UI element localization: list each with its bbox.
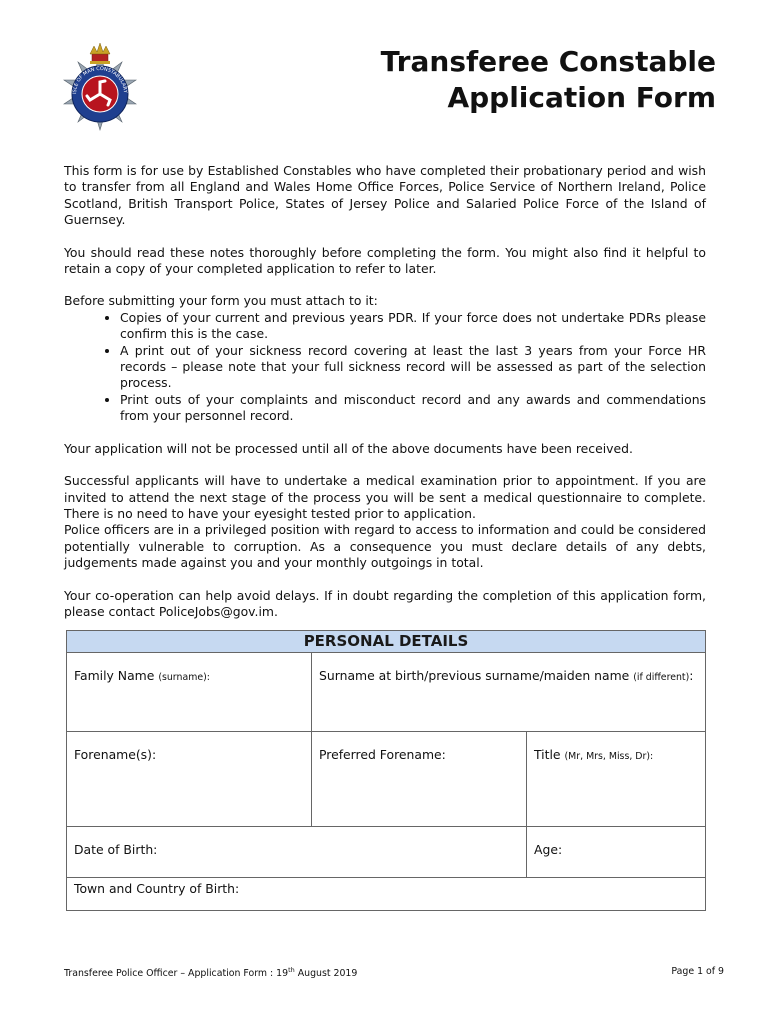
preferred-forename-label: Preferred Forename: bbox=[319, 747, 446, 762]
title-line-2: Application Form bbox=[447, 81, 716, 114]
table-row bbox=[67, 878, 705, 910]
family-name-hint: (surname): bbox=[158, 672, 210, 683]
footer-date: August 2019 bbox=[294, 968, 358, 980]
family-name-field[interactable] bbox=[67, 653, 312, 731]
town-country-birth-field[interactable] bbox=[67, 878, 705, 910]
table-row bbox=[67, 653, 705, 732]
preferred-forename-field[interactable] bbox=[312, 732, 527, 826]
family-name-label: Family Name bbox=[74, 668, 155, 683]
instructions bbox=[64, 163, 706, 636]
surname-at-birth-colon: : bbox=[689, 668, 694, 683]
corruption-paragraph: Police officers are in a privileged position with regard to access to information and could be considered potentially vulnerable to corruption. As a consequence you must declare details of any debts, judgements made against you and your monthly outgoings in total. bbox=[64, 522, 706, 571]
attachments-list bbox=[64, 310, 706, 425]
processing-paragraph: Your application will not be processed until all of the above documents have been received. bbox=[64, 440, 633, 456]
personal-details-table bbox=[66, 630, 706, 911]
medical-paragraph: Successful applicants will have to undertake a medical examination prior to appointment. If you are invited to attend the next stage of the process you will be sent a medical questionnaire to complete. There is no need to have your eyesight tested prior to application. bbox=[64, 473, 706, 521]
title-hint: (Mr, Mrs, Miss, Dr): bbox=[564, 751, 654, 762]
personal-details-heading: PERSONAL DETAILS bbox=[67, 631, 705, 653]
list-item: • Print outs of your complaints and misconduct record and any awards and commendations from your personnel record. bbox=[120, 392, 706, 425]
date-of-birth-field[interactable] bbox=[67, 827, 527, 877]
page-title bbox=[381, 44, 716, 116]
surname-at-birth-hint: (if different) bbox=[633, 672, 690, 683]
attachments-lead: Before submitting your form you must attach to it: bbox=[64, 293, 378, 309]
footer-doc-title: Transferee Police Officer – Application Form : 19 bbox=[64, 968, 289, 980]
contact-paragraph: Your co-operation can help avoid delays. If in doubt regarding the completion of this application form, please contact PoliceJobs@gov.im. bbox=[64, 587, 706, 619]
title-field[interactable] bbox=[527, 732, 705, 826]
town-country-birth-label: Town and Country of Birth: bbox=[74, 881, 240, 896]
intro-paragraph: This form is for use by Established Constables who have completed their probationary period and wish to transfer from all England and Wales Home Office Forces, Police Service of Northern Ireland, Police Scotland, British Transport Police, States of Jersey Police and Salaried Police Force of the Island of Guernsey. bbox=[64, 163, 706, 228]
crown-icon bbox=[90, 43, 110, 64]
read-notes-paragraph: You should read these notes thoroughly before completing the form. You might also find it helpful to retain a copy of your completed application to refer to later. bbox=[64, 244, 706, 277]
forenames-field[interactable] bbox=[67, 732, 312, 826]
footer-document-info bbox=[64, 966, 357, 979]
surname-at-birth-field[interactable] bbox=[312, 653, 705, 731]
list-item: • Copies of your current and previous years PDR. If your force does not undertake PDRs please confirm this is the case. bbox=[120, 310, 706, 343]
age-label: Age: bbox=[534, 842, 563, 857]
crest-ring-text: ISLE OF MAN CONSTABULARY bbox=[71, 65, 129, 95]
list-item: • A print out of your sickness record covering at least the last 3 years from your Force HR records – please note that your full sickness record will be assessed as part of the selection process. bbox=[120, 343, 706, 392]
surname-at-birth-label: Surname at birth/previous surname/maiden name bbox=[319, 668, 630, 683]
police-crest-logo bbox=[50, 40, 150, 140]
forenames-label: Forename(s): bbox=[74, 747, 157, 762]
title-line-1: Transferee Constable bbox=[380, 45, 716, 78]
table-row bbox=[67, 732, 705, 827]
title-label: Title bbox=[534, 747, 561, 762]
page-number: Page 1 of 9 bbox=[671, 966, 724, 977]
table-row bbox=[67, 827, 705, 878]
footer-date-suffix: th bbox=[288, 966, 295, 974]
date-of-birth-label: Date of Birth: bbox=[74, 842, 158, 857]
age-field[interactable] bbox=[527, 827, 705, 877]
